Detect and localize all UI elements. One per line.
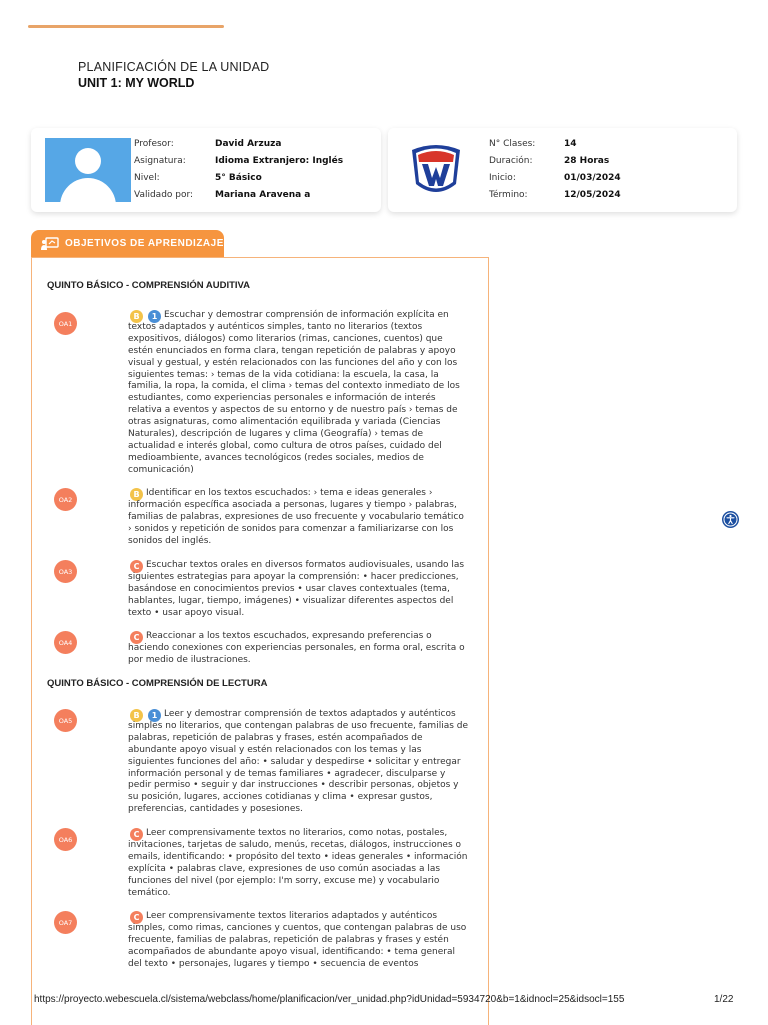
info-label: Duración: [489, 156, 533, 166]
tab-objetivos[interactable] [31, 230, 224, 257]
info-value: Mariana Aravena a [215, 190, 311, 200]
tag-1-badge: 1 [148, 310, 161, 323]
info-label: Término: [489, 190, 528, 200]
page-title: PLANIFICACIÓN DE LA UNIDAD [78, 60, 270, 74]
objective-text: Leer comprensivamente textos literarios adaptados y auténticos simples, como rimas, canciones y cuentos, que contengan palabras de uso frecuente, familias de palabras, repetición de palabras y frases y estén acompañados de abundante apoyo visual, identificando: • tema general del texto • personajes, lugares y tiempo • secuencia de eventos [128, 911, 467, 969]
info-label: Asignatura: [134, 156, 186, 166]
accessibility-icon [722, 511, 739, 528]
info-row [489, 187, 621, 204]
avatar [45, 138, 131, 202]
oa-badge[interactable]: OA3 [54, 560, 77, 583]
tag-c-badge: C [130, 911, 143, 924]
oa-badge[interactable]: OA2 [54, 488, 77, 511]
footer-page-number: 1/22 [714, 994, 734, 1005]
footer-url[interactable]: https://proyecto.webescuela.cl/sistema/webclass/home/planificacion/ver_unidad.php?idUnidad=5934720&b=1&idnocl=25&idsocl=155 [34, 994, 625, 1005]
info-value: David Arzuza [215, 139, 282, 149]
info-label: Profesor: [134, 139, 174, 149]
tag-c-badge: C [130, 560, 143, 573]
objective-text: Escuchar y demostrar comprensión de información explícita en textos adaptados y auténticos simples, tanto no literarios (textos expositivos, diálogos) como literarios (rimas, canciones, cuentos) que estén enunciados en forma clara, tengan repetición de palabras y apoyo visual y gestual, y estén relacionados con las funciones del año y con los siguientes temas: › temas de la vida cotidiana: la escuela, la casa, la familia, la ropa, la comida, el clima › temas del contexto inmediato de los estudiantes, como experiencias personales e información de interés relativa a eventos y aspectos de su entorno y de nuestro país › temas de otras asignaturas, como alimentación equilibrada y variada (Ciencias Naturales), descripción de lugares y clima (Geografía) › temas de actualidad e interés global, como cultura de otros países, cuidado del medioambiente, avances tecnológicos (redes sociales, medios de comunicación) [128, 310, 460, 475]
unit-info [489, 136, 621, 204]
tab-label: OBJETIVOS DE APRENDIZAJE [65, 238, 224, 249]
tag-b-badge: B [130, 488, 143, 501]
unit-title: UNIT 1: MY WORLD [78, 76, 195, 90]
section-title: QUINTO BÁSICO - COMPRENSIÓN AUDITIVA [47, 280, 251, 291]
school-logo-icon [408, 140, 464, 200]
accessibility-button[interactable] [722, 511, 739, 528]
tag-b-badge: B [130, 310, 143, 323]
top-accent-rule [28, 25, 224, 28]
teacher-card [31, 128, 381, 212]
info-row [489, 136, 621, 153]
info-row [134, 136, 343, 153]
avatar-body [60, 178, 116, 202]
unit-card [388, 128, 737, 212]
objectives-panel [31, 257, 489, 1025]
info-label: Validado por: [134, 190, 194, 200]
objective-text: Leer comprensivamente textos no literarios, como notas, postales, invitaciones, tarjetas de saludo, menús, recetas, diálogos, instrucciones o emails, identificando: • propósito del texto • ideas generales • información explícita • palabras clave, expresiones de uso común asociadas a las funciones del nivel (por ejemplo: I'm sorry, excuse me) y vocabulario temático. [128, 828, 468, 898]
info-row [489, 153, 621, 170]
info-label: Nivel: [134, 173, 160, 183]
info-label: N° Clases: [489, 139, 536, 149]
info-row [134, 153, 343, 170]
tag-c-badge: C [130, 631, 143, 644]
objective-text: Reaccionar a los textos escuchados, expresando preferencias o haciendo conexiones con experiencias personales, en forma oral, escrita o por medio de ilustraciones. [128, 631, 465, 665]
objective-text: Escuchar textos orales en diversos formatos audiovisuales, usando las siguientes estrategias para apoyar la comprensión: • hacer predicciones, basándose en conocimientos previos • usar claves contextuales (tema, hablantes, lugar, tiempo, imágenes) • visualizar diferentes aspectos del texto • usar apoyo visual. [128, 560, 465, 618]
info-label: Inicio: [489, 173, 516, 183]
info-value: 01/03/2024 [564, 173, 621, 183]
tag-c-badge: C [130, 828, 143, 841]
info-row [134, 170, 343, 187]
objective-text: Identificar en los textos escuchados: › tema e ideas generales › información específica asociada a personas, lugares y tiempo › palabras, familias de palabras, expresiones de uso frecuente y vocabulario temático › sonidos y repetición de sonidos para comenzar a familiarizarse con los sonidos del inglés. [128, 488, 464, 546]
presentation-icon [41, 237, 59, 251]
oa-badge[interactable]: OA7 [54, 911, 77, 934]
info-value: 12/05/2024 [564, 190, 621, 200]
info-value: 14 [564, 139, 577, 149]
info-value: 28 Horas [564, 156, 610, 166]
section-title: QUINTO BÁSICO - COMPRENSIÓN DE LECTURA [47, 678, 268, 689]
info-row [489, 170, 621, 187]
teacher-info [134, 136, 343, 204]
page-heading [78, 60, 269, 90]
tag-1-badge: 1 [148, 709, 161, 722]
objective-text: Leer y demostrar comprensión de textos adaptados y auténticos simples no literarios, que contengan palabras de uso frecuente, familias de palabras, repetición de palabras y frases, estén acompañados de abundante apoyo visual y estén relacionados con los temas y las siguientes funciones del año: • saludar y despedirse • solicitar y entregar información personal y de temas familiares • agradecer, disculparse y pedir permiso • seguir y dar instrucciones • describir personas, objetos y su posición, lugares, acciones cotidianas y clima • expresar gustos, preferencias, cantidades y posesiones. [128, 709, 469, 815]
tag-b-badge: B [130, 709, 143, 722]
oa-badge[interactable]: OA4 [54, 631, 77, 654]
avatar-head [75, 148, 101, 174]
info-value: 5° Básico [215, 173, 262, 183]
oa-badge[interactable]: OA5 [54, 709, 77, 732]
info-value: Idioma Extranjero: Inglés [215, 156, 344, 166]
oa-badge[interactable]: OA6 [54, 828, 77, 851]
oa-badge[interactable]: OA1 [54, 312, 77, 335]
info-row [134, 187, 343, 204]
